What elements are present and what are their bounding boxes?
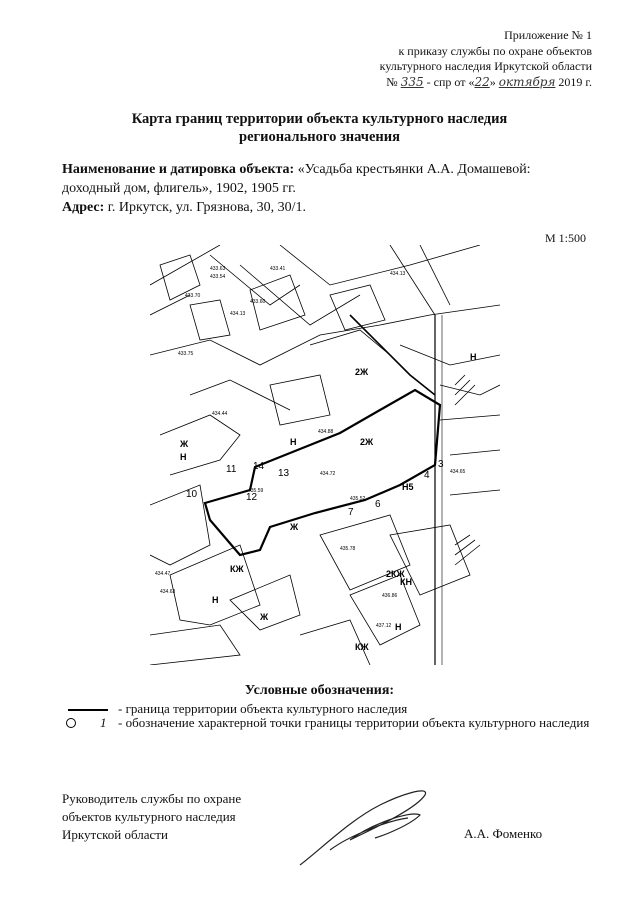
elevation-label: 433.63 <box>210 266 226 272</box>
elevation-label: 434.47 <box>155 571 171 577</box>
elevation-label: 437.12 <box>376 623 392 629</box>
handwritten-signature <box>290 780 440 870</box>
building-label: КН <box>400 577 412 587</box>
signatory-name: А.А. Фоменко <box>464 826 543 841</box>
appendix-year: 2019 г. <box>558 74 592 89</box>
elevation-label: 434.88 <box>318 429 334 435</box>
building-label: Н5 <box>402 482 414 492</box>
elevation-label: 435.78 <box>340 546 356 552</box>
elevation-label: 434.65 <box>450 469 466 475</box>
elevation-label: 434.63 <box>160 589 176 595</box>
object-name-label: Наименование и датировка объекта: <box>62 162 295 177</box>
appendix-line-1: Приложение № 1 <box>504 28 592 42</box>
building-label: 2КЖ <box>386 569 405 579</box>
building-labels <box>179 352 477 652</box>
building-label: Н <box>212 595 219 605</box>
elevation-label: 434.72 <box>320 471 336 477</box>
point-marker-icon <box>66 718 76 728</box>
point-label-10: 10 <box>186 489 198 500</box>
point-label-6: 6 <box>375 499 381 510</box>
object-name-value-1: «Усадьба крестьянки А.А. Домашевой: <box>297 162 531 177</box>
appendix-header <box>272 28 592 90</box>
building-label: Н <box>395 622 402 632</box>
point-label-13: 13 <box>278 468 290 479</box>
elevation-label: 433.41 <box>270 266 286 272</box>
title-line-2: регионального значения <box>239 129 400 145</box>
legend-title: Условные обозначения: <box>244 683 395 698</box>
object-address-label: Адрес: <box>62 200 105 215</box>
building-label: КЖ <box>355 642 369 652</box>
point-label-12: 12 <box>246 492 258 503</box>
elevation-label: 434.13 <box>390 271 406 277</box>
appendix-month: октября <box>498 74 556 89</box>
appendix-line-3: культурного наследия Иркутской области <box>379 59 592 73</box>
elevation-marks <box>155 266 466 629</box>
document-title <box>0 110 639 146</box>
elevation-label: 434.13 <box>230 311 246 317</box>
building-label: Ж <box>290 522 299 532</box>
object-info <box>62 160 592 217</box>
building-label: Н <box>180 452 187 462</box>
title-line-1: Карта границ территории объекта культурного наследия <box>131 111 508 127</box>
signatory-position <box>62 790 241 844</box>
map-scale: М 1:500 <box>544 231 586 245</box>
building-label: Ж <box>260 612 269 622</box>
building-label: Н <box>290 437 297 447</box>
signatory-line-1: Руководитель службы по охране <box>62 791 242 806</box>
elevation-label: 434.44 <box>212 411 228 417</box>
elevation-label: 433.54 <box>210 274 226 280</box>
appendix-middle: - спр от « <box>426 74 475 89</box>
point-label-14: 14 <box>253 461 265 472</box>
boundary-line-symbol <box>68 709 108 711</box>
appendix-number: 335 <box>400 74 424 89</box>
elevation-label: 435.59 <box>248 488 264 494</box>
elevation-label: 435.52 <box>350 496 366 502</box>
map-linework <box>150 245 500 665</box>
signatory-line-3: Иркутской области <box>62 827 168 842</box>
elevation-label: 433.70 <box>185 293 201 299</box>
building-label: КЖ <box>230 564 244 574</box>
elevation-label: 433.60 <box>250 299 266 305</box>
appendix-line-4 <box>272 75 592 91</box>
object-name-row <box>62 160 592 179</box>
building-label: Н <box>470 352 477 362</box>
appendix-no-prefix: № <box>386 74 398 89</box>
legend-point-number: 1 <box>100 715 107 730</box>
appendix-line-2: к приказу службы по охране объектов <box>398 43 592 58</box>
legend-item-boundary: - граница территории объекта культурного наследия <box>118 701 408 716</box>
building-label: 2Ж <box>355 367 369 377</box>
object-address-value: г. Иркутск, ул. Грязнова, 30, 30/1. <box>107 200 307 215</box>
point-label-11: 11 <box>226 464 237 475</box>
cadastral-map <box>150 245 500 665</box>
elevation-label: 433.75 <box>178 351 194 357</box>
point-label-7: 7 <box>348 507 354 518</box>
signatory-line-2: объектов культурного наследия <box>62 809 236 824</box>
point-label-4: 4 <box>424 470 430 481</box>
building-label: Ж <box>180 439 189 449</box>
appendix-day: 22 <box>474 74 490 89</box>
elevation-label: 436.86 <box>382 593 398 599</box>
legend-item-point: - обозначение характерной точки границы территории объекта культурного наследия <box>118 715 590 730</box>
point-label-3: 3 <box>438 459 444 470</box>
object-address-row <box>62 198 592 217</box>
appendix-quote-close: » <box>489 74 496 89</box>
building-label: 2Ж <box>360 437 374 447</box>
object-name-value-2: доходный дом, флигель», 1902, 1905 гг. <box>62 181 296 196</box>
